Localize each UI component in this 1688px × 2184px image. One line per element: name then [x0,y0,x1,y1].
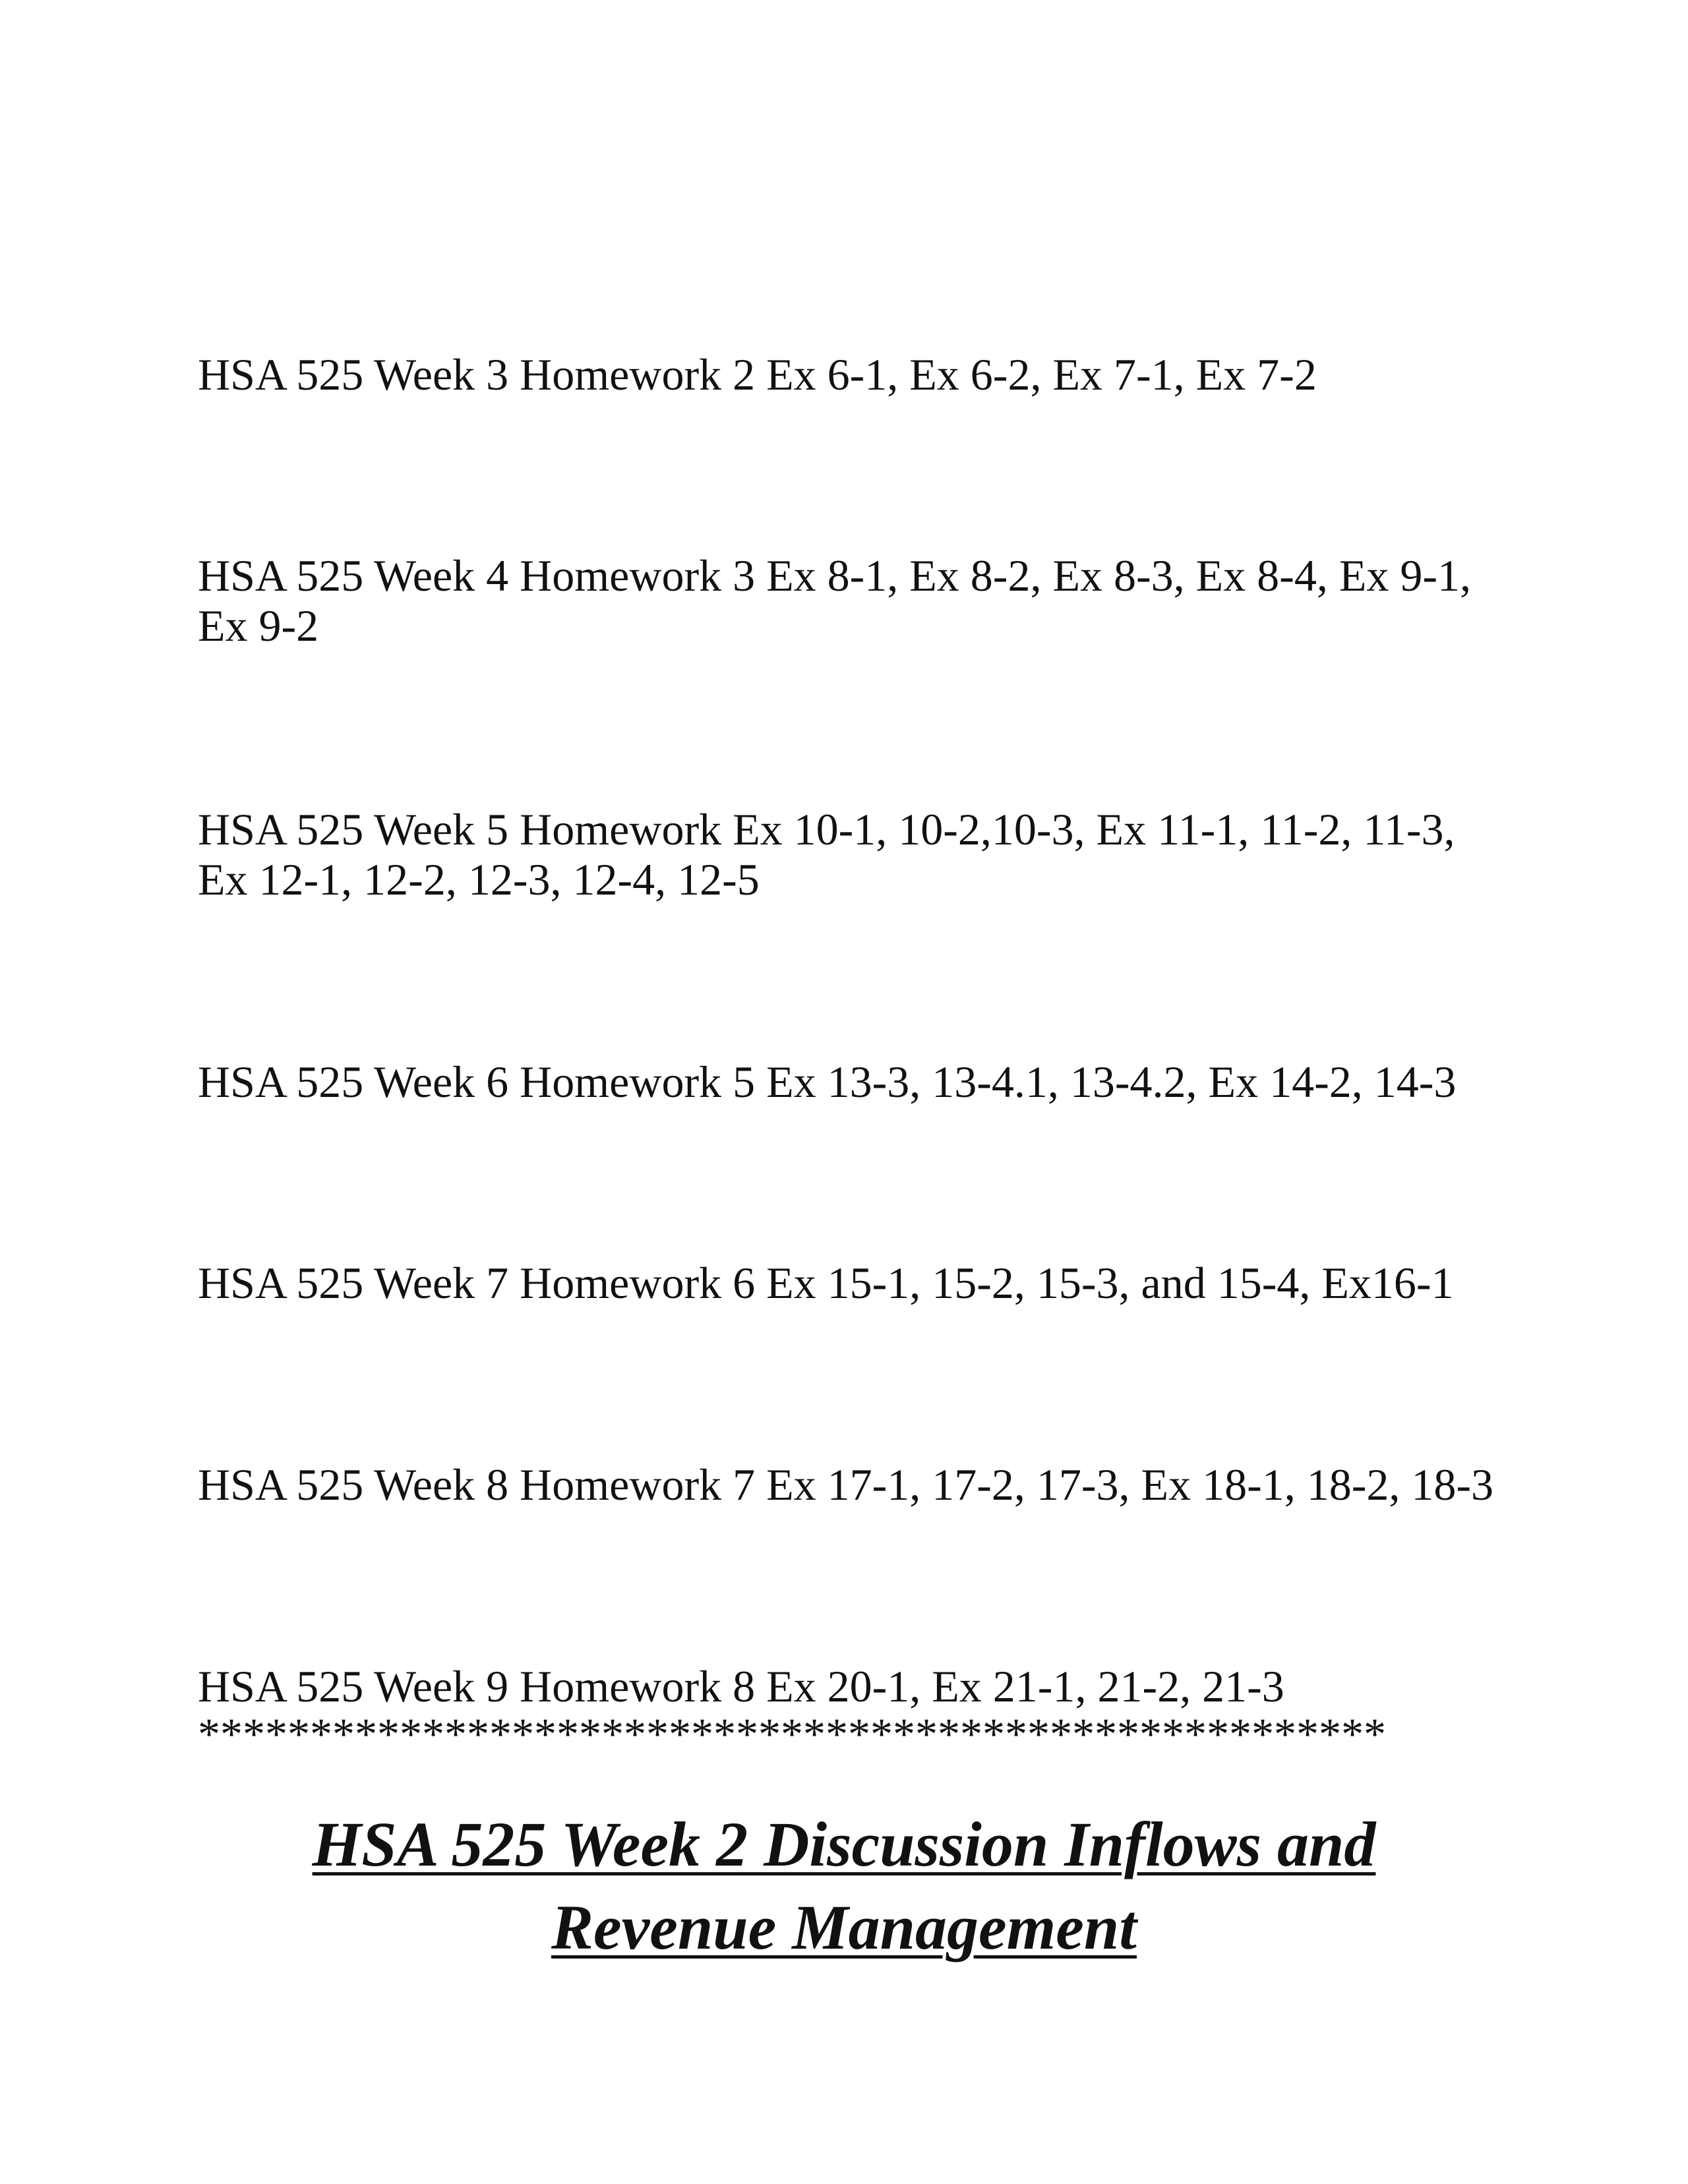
discussion-heading-line2: Revenue Management [551,1892,1137,1963]
asterisk-separator: ***************************************************** [198,1709,1386,1759]
homework-week-5 [198,804,1517,904]
homework-week-6 [198,1057,1517,1107]
homework-week-9-text: HSA 525 Week 9 Homework 8 Ex 20-1, Ex 21-1, 21-2, 21-3 [198,1661,1284,1711]
homework-week-7-text: HSA 525 Week 7 Homework 6 Ex 15-1, 15-2, 15-3, and 15-4, Ex16-1 [198,1258,1454,1308]
homework-week-3-text: HSA 525 Week 3 Homework 2 Ex 6-1, Ex 6-2, Ex 7-1, Ex 7-2 [198,349,1317,399]
homework-week-4-text-line1: HSA 525 Week 4 Homework 3 Ex 8-1, Ex 8-2, Ex 8-3, Ex 8-4, Ex 9-1, [198,550,1471,601]
discussion-heading-line1: HSA 525 Week 2 Discussion Inflows and [312,1809,1376,1879]
homework-week-4-text-line2: Ex 9-2 [198,601,319,651]
homework-week-9 [198,1661,1517,1711]
homework-week-8-text: HSA 525 Week 8 Homework 7 Ex 17-1, 17-2, 17-3, Ex 18-1, 18-2, 18-3 [198,1460,1494,1510]
homework-week-5-text-line2: Ex 12-1, 12-2, 12-3, 12-4, 12-5 [198,854,760,904]
homework-week-8 [198,1460,1517,1510]
homework-week-3 [198,349,1517,399]
homework-week-7 [198,1258,1517,1308]
homework-week-4 [198,550,1517,651]
homework-week-6-text: HSA 525 Week 6 Homework 5 Ex 13-3, 13-4.1, 13-4.2, Ex 14-2, 14-3 [198,1057,1457,1107]
homework-week-5-text-line1: HSA 525 Week 5 Homework Ex 10-1, 10-2,10-3, Ex 11-1, 11-2, 11-3, [198,804,1455,854]
discussion-heading [198,1803,1490,1969]
